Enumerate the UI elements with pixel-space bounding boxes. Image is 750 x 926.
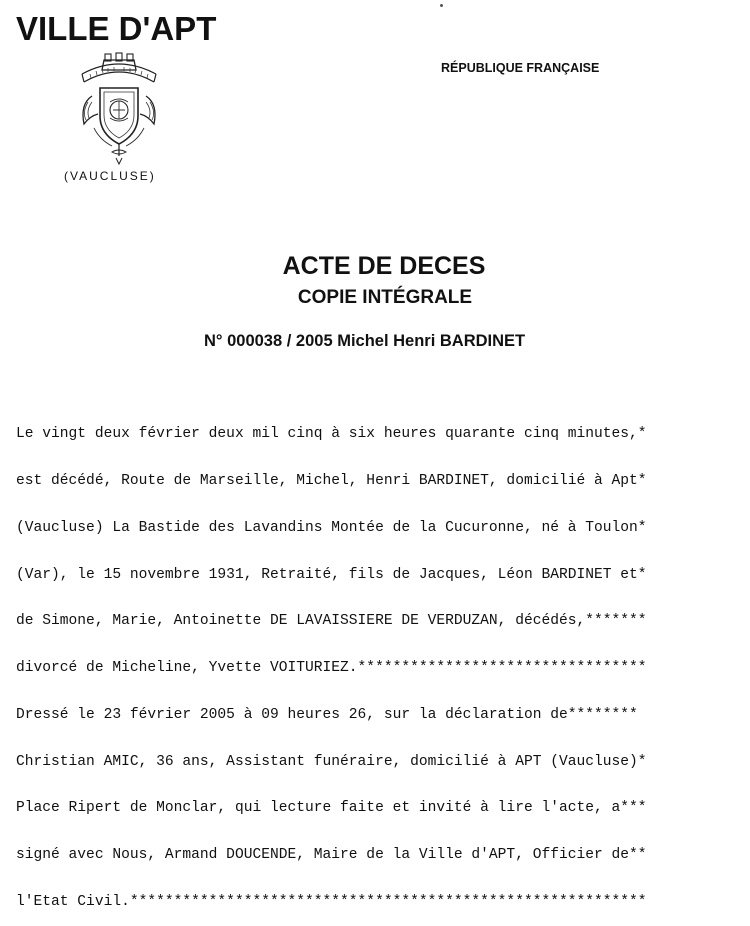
scan-speck [440,4,443,7]
body-line: l'Etat Civil.*********************************************************** [16,894,647,910]
document-subtitle: COPIE INTÉGRALE [297,287,473,308]
document-title: ACTE DE DECES [282,252,486,280]
body-line: de Simone, Marie, Antoinette DE LAVAISSIERE DE VERDUZAN, décédés,******* [16,613,647,630]
act-body-text [16,396,746,926]
body-line: Christian AMIC, 36 ans, Assistant funéraire, domicilié à APT (Vaucluse)* [16,753,647,770]
republic-label: RÉPUBLIQUE FRANÇAISE [441,61,600,75]
body-line: divorcé de Micheline, Yvette VOITURIEZ.********************************* [16,660,647,677]
body-line: (Vaucluse) La Bastide des Lavandins Montée de la Cucuronne, né à Toulon* [16,519,647,536]
body-line: Le vingt deux février deux mil cinq à six heures quarante cinq minutes,* [16,426,647,443]
body-line: (Var), le 15 novembre 1931, Retraité, fils de Jacques, Léon BARDINET et* [16,566,647,583]
department-label: (VAUCLUSE) [64,169,156,183]
body-line: est décédé, Route de Marseille, Michel, Henri BARDINET, domicilié à Apt* [16,472,647,489]
body-line: Dressé le 23 février 2005 à 09 heures 26, sur la déclaration de******** [16,706,638,723]
act-reference-number: N° 000038 / 2005 Michel Henri BARDINET [204,332,526,350]
town-name: VILLE D'APT [16,10,217,47]
coat-of-arms-icon [74,52,164,170]
body-line: Place Ripert de Monclar, qui lecture faite et invité à lire l'acte, a*** [16,800,647,817]
body-line: signé avec Nous, Armand DOUCENDE, Maire de la Ville d'APT, Officier de** [16,847,647,864]
